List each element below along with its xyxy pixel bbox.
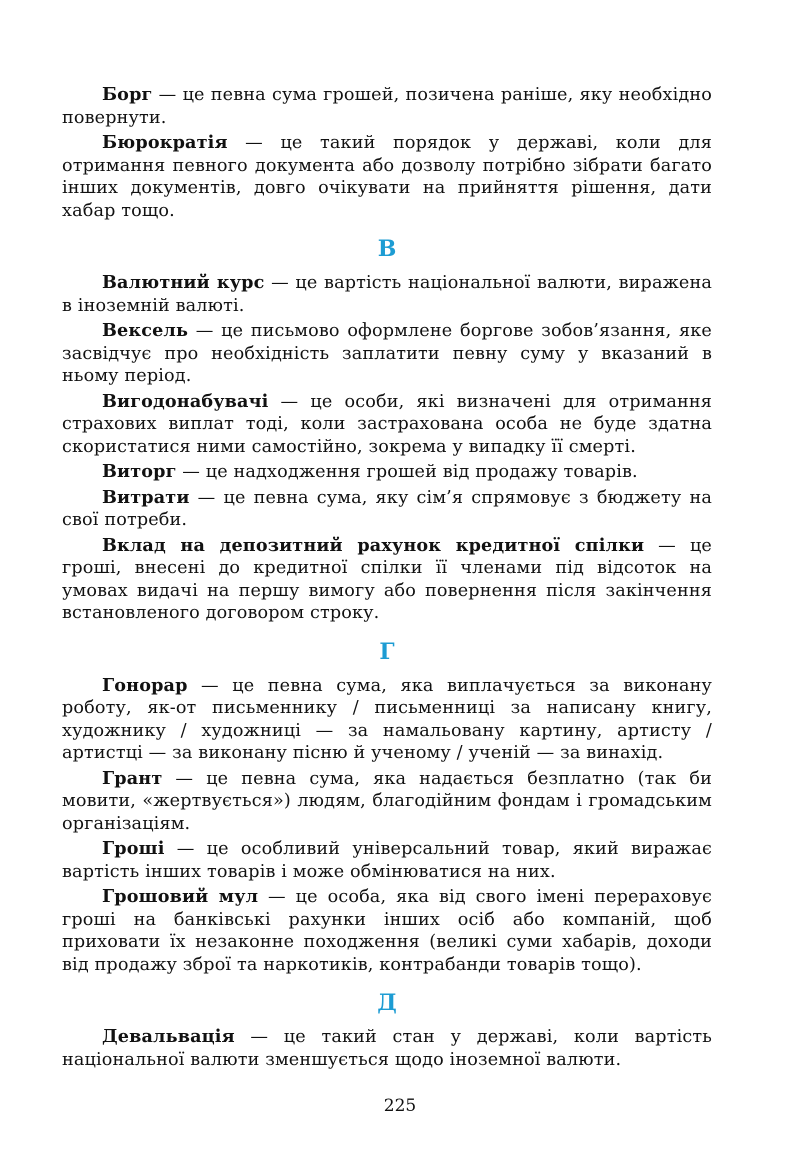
entry-definition: — це надходження грошей від продажу товарів. xyxy=(176,462,638,482)
entry-term: Витрати xyxy=(102,486,190,508)
section-v xyxy=(62,236,712,625)
section-letter-heading: Г xyxy=(379,638,395,665)
entry-term: Вексель xyxy=(102,320,189,341)
entry-definition: — це особи, які визначені для отримання страхових виплат тоді, коли застрахована особа не буде здатна скористатися ними самостійно, зокрема у випадку її смерті. xyxy=(62,391,712,457)
entry-term: Вигодонабувачі xyxy=(102,390,269,412)
glossary-entry xyxy=(62,886,712,976)
glossary-entry xyxy=(62,1026,712,1071)
glossary-entry xyxy=(62,535,712,625)
section-b xyxy=(62,84,712,222)
glossary-page xyxy=(62,84,712,1074)
entry-definition: — це гроші, внесені до кредитної спілки її членами під відсоток на умовах видачі на першу вимогу або повернення після закінчення встановленого договором строку. xyxy=(62,535,712,623)
glossary-entry xyxy=(62,487,712,532)
entry-term: Валютний курс xyxy=(102,272,265,293)
entry-definition: — це певна сума, яка надається безплатно (так би мовити, «жертвується») людям, благодійним фондам і громадським організаціям. xyxy=(62,768,712,834)
entry-term: Грошовий мул xyxy=(102,886,259,907)
section-h xyxy=(62,639,712,977)
glossary-entry xyxy=(62,391,712,459)
entry-term: Бюрократія xyxy=(102,132,228,153)
entry-definition: — це такий порядок у державі, коли для отримання певного документа або дозволу потрібно зібрати багато інших документів, довго очікувати на прийняття рішення, дати хабар тощо. xyxy=(62,133,712,221)
entry-definition: — це такий стан у державі, коли вартість національної валюти зменшується щодо іноземної валюти. xyxy=(62,1027,712,1070)
entry-definition: — це особливий універсальний товар, який виражає вартість інших товарів і може обмінюватися на них. xyxy=(62,839,712,882)
glossary-entry xyxy=(62,768,712,836)
entry-definition: — це особа, яка від свого імені перераховує гроші на банківські рахунки інших осіб або компаній, щоб приховати їх незаконне походження (великі суми хабарів, доходи від продажу зброї та наркотиків, контрабанди товарів тощо). xyxy=(62,887,713,975)
entry-term: Грант xyxy=(102,767,163,789)
glossary-entry xyxy=(62,675,712,765)
glossary-entry xyxy=(62,132,712,222)
glossary-entry xyxy=(62,84,712,129)
page-number: 225 xyxy=(383,1096,417,1116)
entry-term: Девальвація xyxy=(102,1026,235,1047)
entry-term: Гонорар xyxy=(102,674,188,696)
entry-definition: — це письмово оформлене боргове зобов’язання, яке засвідчує про необхідність заплатити певну суму у вказаний в ньому період. xyxy=(62,321,712,386)
glossary-entry xyxy=(62,320,712,388)
entry-definition: — це певна сума, яку сім’я спрямовує з бюджету на свої потреби. xyxy=(62,487,712,530)
glossary-entry xyxy=(62,461,712,484)
entry-term: Гроші xyxy=(102,838,165,859)
glossary-entry xyxy=(62,838,712,883)
entry-definition: — це певна сума грошей, позичена раніше, яку необхідно повернути. xyxy=(62,85,712,128)
entry-term: Виторг xyxy=(102,461,177,482)
entry-definition: — це вартість національної валюти, виражена в іноземній валюті. xyxy=(62,273,712,316)
glossary-entry xyxy=(62,272,712,317)
section-letter-heading: В xyxy=(377,236,397,262)
entry-definition: — це певна сума, яка виплачується за виконану роботу, як-от письменнику / письменниці за написану книгу, художнику / художниці — за намальовану картину, артисту / артистці — за виконану пісню й ученому / ученій — за винахід. xyxy=(62,675,712,763)
entry-term: Вклад на депозитний рахунок кредитної спілки xyxy=(102,534,645,556)
entry-term: Борг xyxy=(102,84,153,105)
section-letter-heading: Д xyxy=(377,990,397,1016)
section-d xyxy=(62,990,712,1071)
